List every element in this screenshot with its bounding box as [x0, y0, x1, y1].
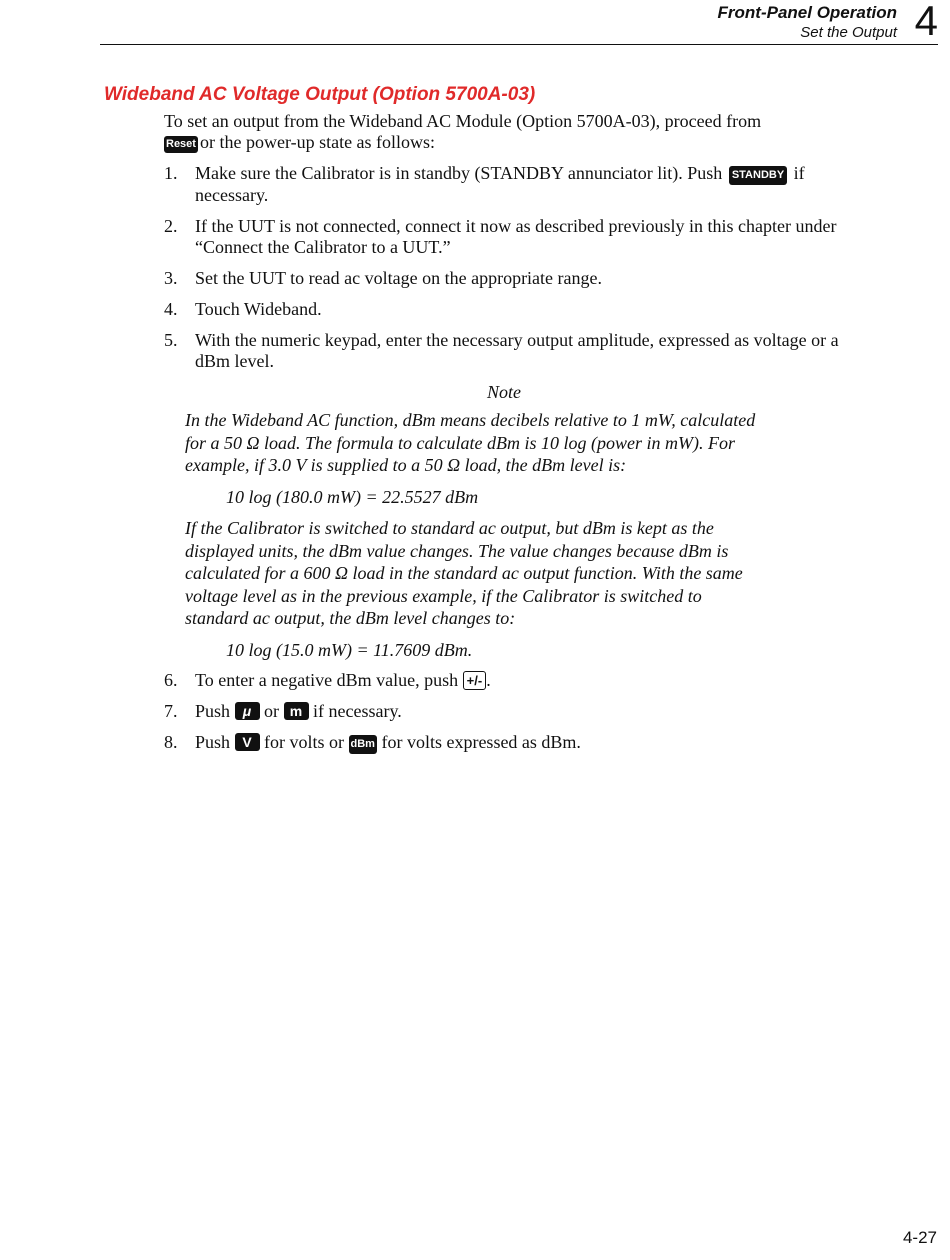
note-formula-2: 10 log (15.0 mW) = 11.7609 dBm.: [226, 639, 473, 660]
step-text-after: .: [486, 670, 491, 690]
step-text-mid: or: [264, 701, 280, 721]
step-2: [164, 216, 844, 258]
step-3: [164, 268, 844, 289]
milli-key-icon: m: [284, 702, 309, 720]
step-text-before: Make sure the Calibrator is in standby (STANDBY annunciator lit). Push: [195, 163, 723, 183]
step-text: [195, 670, 844, 691]
note-heading: Note: [487, 382, 521, 402]
volts-key-icon: V: [235, 733, 260, 751]
running-header-subtitle: Set the Output: [800, 24, 897, 41]
step-text: [195, 163, 844, 206]
intro-text-before: To set an output from the Wideband AC Module (Option 5700A-03), proceed from: [164, 111, 762, 131]
micro-key-icon: μ: [235, 702, 260, 720]
step-text-after: for volts expressed as dBm.: [381, 732, 581, 752]
step-1: [164, 163, 844, 206]
running-header-title: Front-Panel Operation: [717, 3, 897, 22]
section-title: Wideband AC Voltage Output (Option 5700A-03): [104, 84, 536, 105]
step-text: With the numeric keypad, enter the necessary output amplitude, expressed as voltage or a dBm level.: [195, 330, 839, 371]
dbm-key-icon: dBm: [349, 735, 377, 754]
step-text-before: To enter a negative dBm value, push: [195, 670, 459, 690]
step-text-mid: for volts or: [264, 732, 345, 752]
step-number: 6.: [164, 670, 178, 690]
step-7: [164, 701, 844, 722]
step-text-after: if necessary.: [313, 701, 402, 721]
step-number: 1.: [164, 163, 178, 183]
section-body: [164, 111, 844, 764]
page-number: 4-27: [902, 1228, 937, 1247]
step-5: [164, 330, 844, 372]
step-4: [164, 299, 844, 320]
step-text-before: Push: [195, 732, 231, 752]
step-text: [195, 701, 844, 722]
step-6: [164, 670, 844, 691]
step-number: 3.: [164, 268, 178, 288]
step-number: 2.: [164, 216, 178, 236]
step-number: 8.: [164, 732, 178, 752]
note-paragraph-1: In the Wideband AC function, dBm means decibels relative to 1 mW, calculated for a 50 Ω load. The formula to calculate dBm is 10 log (power in mW). For example, if 3.0 V is supplied to a 50 Ω load, the dBm level is:: [185, 410, 756, 475]
note-block: [185, 409, 765, 661]
intro-text-after: or the power-up state as follows:: [199, 132, 436, 152]
step-number: 7.: [164, 701, 178, 721]
step-text: Set the UUT to read ac voltage on the appropriate range.: [195, 268, 603, 288]
step-8: [164, 732, 844, 754]
standby-key-icon: STANDBY: [729, 166, 787, 185]
step-text: If the UUT is not connected, connect it now as described previously in this chapter under “Connect the Calibrator to a UUT.”: [195, 216, 837, 257]
header-rule: [100, 44, 938, 45]
step-text-before: Push: [195, 701, 231, 721]
step-number: 5.: [164, 330, 178, 350]
step-text: Touch Wideband.: [195, 299, 322, 319]
plus-minus-key-icon: +/-: [463, 671, 487, 690]
note-paragraph-2: If the Calibrator is switched to standard ac output, but dBm is kept as the displayed units, the dBm value changes. The value changes because dBm is calculated for a 600 Ω load in the standard ac output function. With the same voltage level as in the previous example, if the Calibrator is switched to standard ac output, the dBm level changes to:: [185, 518, 743, 628]
step-text: [195, 732, 844, 754]
chapter-number: 4: [914, 0, 938, 44]
intro-paragraph: [164, 111, 844, 153]
step-number: 4.: [164, 299, 178, 319]
step-text-after: if necessary.: [195, 163, 805, 205]
reset-key-icon: Reset: [164, 136, 198, 153]
note-formula-1: 10 log (180.0 mW) = 22.5527 dBm: [226, 486, 479, 507]
